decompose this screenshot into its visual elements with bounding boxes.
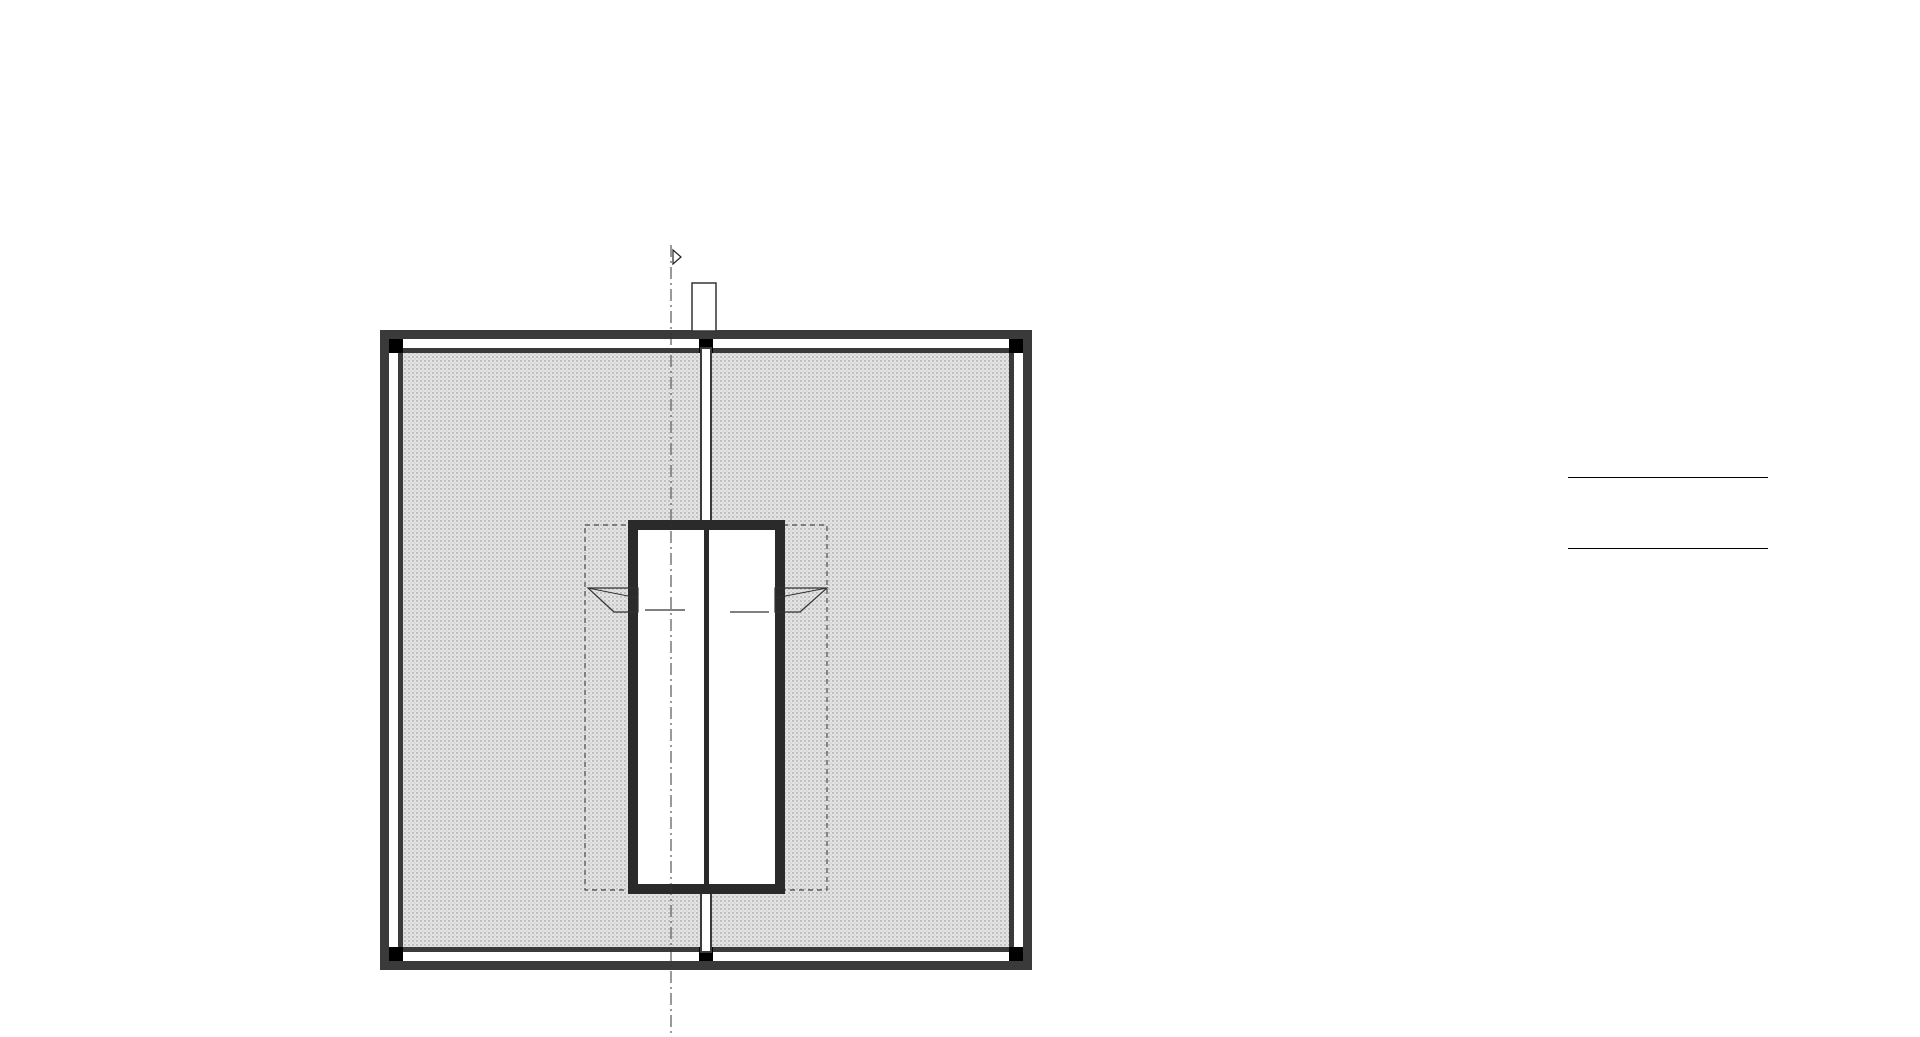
legend-row [1346,447,1766,463]
legend-gbp-title-row [1346,573,1766,587]
legend-neto-total-row [1346,478,1766,492]
title-block [1380,72,1900,84]
legend-bruto-header-row [1346,516,1766,530]
area-legend [1346,411,1766,601]
legend-bruto-row [1346,536,1766,549]
stair-core [628,520,785,894]
legend-bruto-total-row [1346,549,1766,563]
legend-bruto-title-row [1346,498,1766,512]
legend-row [1346,463,1766,478]
legend-neto-header-row [1346,423,1766,437]
legend-gbp-row [1346,587,1766,601]
